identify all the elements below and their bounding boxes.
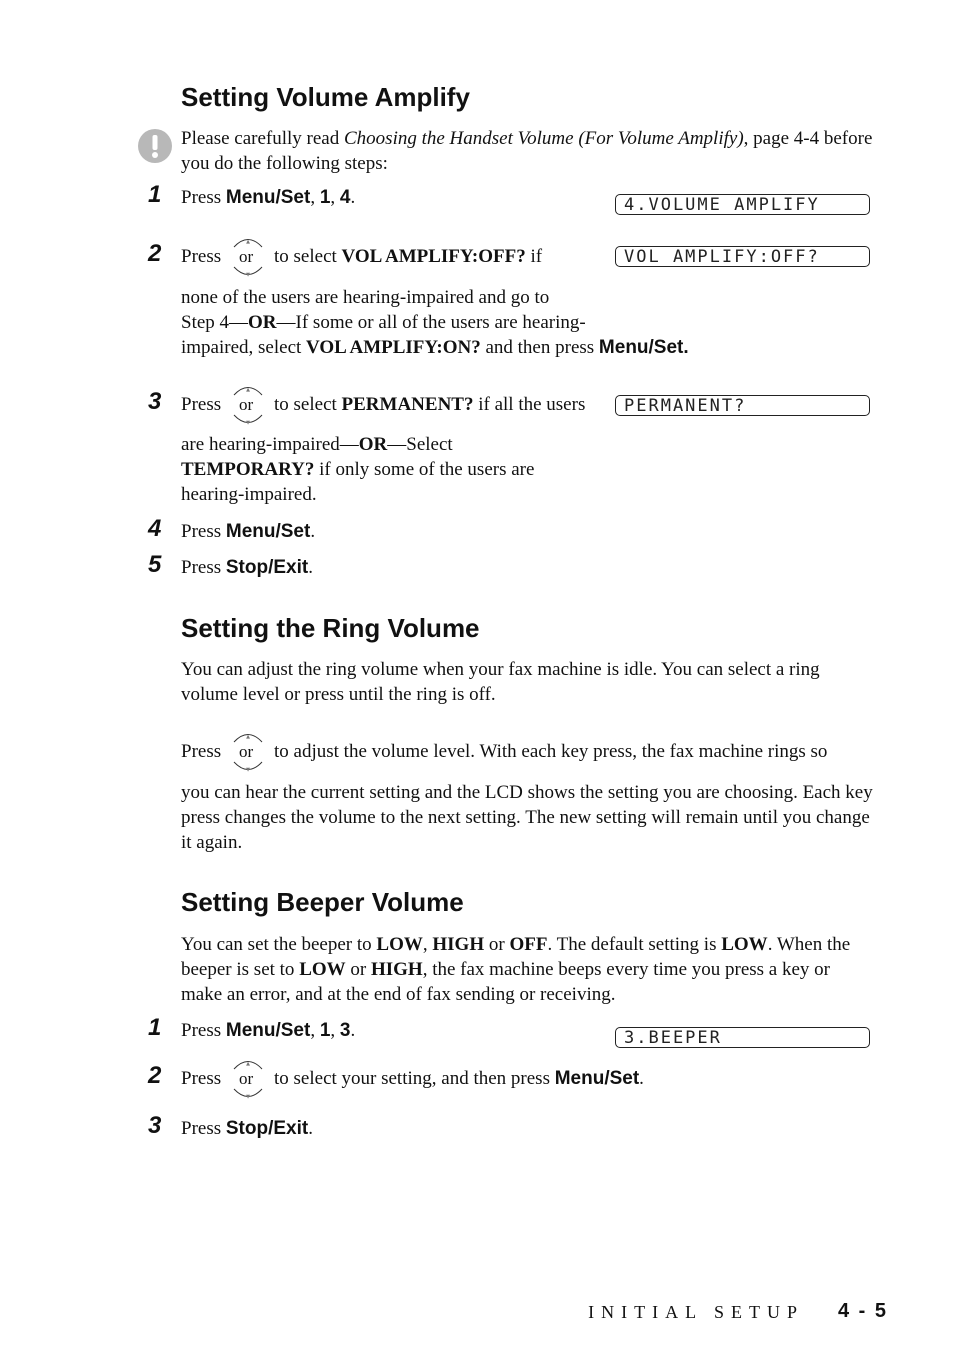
svg-text:▲: ▲	[246, 387, 250, 393]
or-label: or	[239, 247, 254, 266]
step-3-line1: to select PERMANENT? if all the users	[274, 394, 586, 415]
svg-text:▲: ▲	[246, 1061, 250, 1067]
svg-text:▼: ▼	[246, 1094, 250, 1100]
lcd-display: PERMANENT?	[615, 395, 870, 416]
or-label: or	[239, 1069, 254, 1088]
lcd-display: 3.BEEPER	[615, 1027, 870, 1048]
step-2-line1: to select VOL AMPLIFY:OFF? if	[274, 246, 543, 267]
ring-press: Press	[181, 741, 222, 762]
step-number: 3	[148, 388, 162, 415]
up-down-key-icon	[231, 729, 265, 775]
step-3-line2: are hearing-impaired—OR—Select	[181, 434, 453, 455]
lcd-display: VOL AMPLIFY:OFF?	[615, 246, 870, 267]
step-number: 3	[148, 1112, 162, 1139]
up-down-key-icon	[231, 234, 265, 280]
step-number: 5	[148, 551, 162, 578]
footer-section-title: INITIAL SETUP	[588, 1302, 804, 1322]
svg-text:▼: ▼	[246, 272, 250, 278]
svg-text:▲: ▲	[246, 239, 250, 245]
step-number: 2	[148, 240, 162, 267]
step-number: 2	[148, 1062, 162, 1089]
step-number: 1	[148, 181, 162, 208]
step-5-text: Press Stop/Exit.	[181, 557, 313, 578]
footer-page-number: 4 - 5	[838, 1300, 889, 1322]
section-heading-beeper-volume: Setting Beeper Volume	[181, 887, 464, 917]
up-down-key-icon	[231, 382, 265, 428]
beeper-step-1-text: Press Menu/Set, 1, 3.	[181, 1020, 356, 1041]
step-1-text: Press Menu/Set, 1, 4.	[181, 187, 356, 208]
step-3-line4: hearing-impaired.	[181, 484, 317, 505]
beeper-step-2-text: to select your setting, and then press Menu/Set.	[274, 1068, 644, 1089]
step-3-press: Press	[181, 394, 222, 415]
ring-volume-paragraph-2b: you can hear the current setting and the LCD shows the setting you are choosing. Each key press changes the volume to the next setting. The new setting will remain until you change it again.	[181, 782, 873, 853]
up-down-key-icon	[231, 1056, 265, 1102]
beeper-step-2-press: Press	[181, 1068, 222, 1089]
step-2-line4: impaired, select VOL AMPLIFY:ON? and then press Menu/Set.	[181, 337, 689, 358]
svg-text:▲: ▲	[246, 734, 250, 740]
step-4-text: Press Menu/Set.	[181, 521, 316, 542]
or-label: or	[239, 395, 254, 414]
or-label: or	[239, 742, 254, 761]
ring-volume-paragraph-2a: to adjust the volume level. With each key press, the fax machine rings so	[274, 741, 828, 762]
step-3-line3: TEMPORARY? if only some of the users are	[181, 459, 535, 480]
ring-volume-paragraph-1: You can adjust the ring volume when your fax machine is idle. You can select a ring volume level or press until the ring is off.	[181, 659, 820, 705]
section-heading-volume-amplify: Setting Volume Amplify	[181, 82, 470, 112]
step-2-press: Press	[181, 246, 222, 267]
step-number: 1	[148, 1014, 162, 1041]
beeper-paragraph: You can set the beeper to LOW, HIGH or OFF. The default setting is LOW. When the beeper is set to LOW or HIGH, the fax machine beeps every time you press a key or make an error, and at the end of fax sending or receiving.	[181, 934, 851, 1005]
section-heading-ring-volume: Setting the Ring Volume	[181, 613, 480, 643]
svg-text:▼: ▼	[246, 767, 250, 773]
svg-text:▼: ▼	[246, 420, 250, 426]
step-2-line2: none of the users are hearing-impaired and go to	[181, 287, 550, 308]
beeper-step-3-text: Press Stop/Exit.	[181, 1118, 313, 1139]
caution-icon	[137, 128, 173, 164]
caution-note: Please carefully read Choosing the Handset Volume (For Volume Amplify), page 4-4 before you do the following steps:	[181, 128, 873, 174]
step-2-line3: Step 4—OR—If some or all of the users are hearing-	[181, 312, 586, 333]
lcd-display: 4.VOLUME AMPLIFY	[615, 194, 870, 215]
step-number: 4	[148, 515, 162, 542]
